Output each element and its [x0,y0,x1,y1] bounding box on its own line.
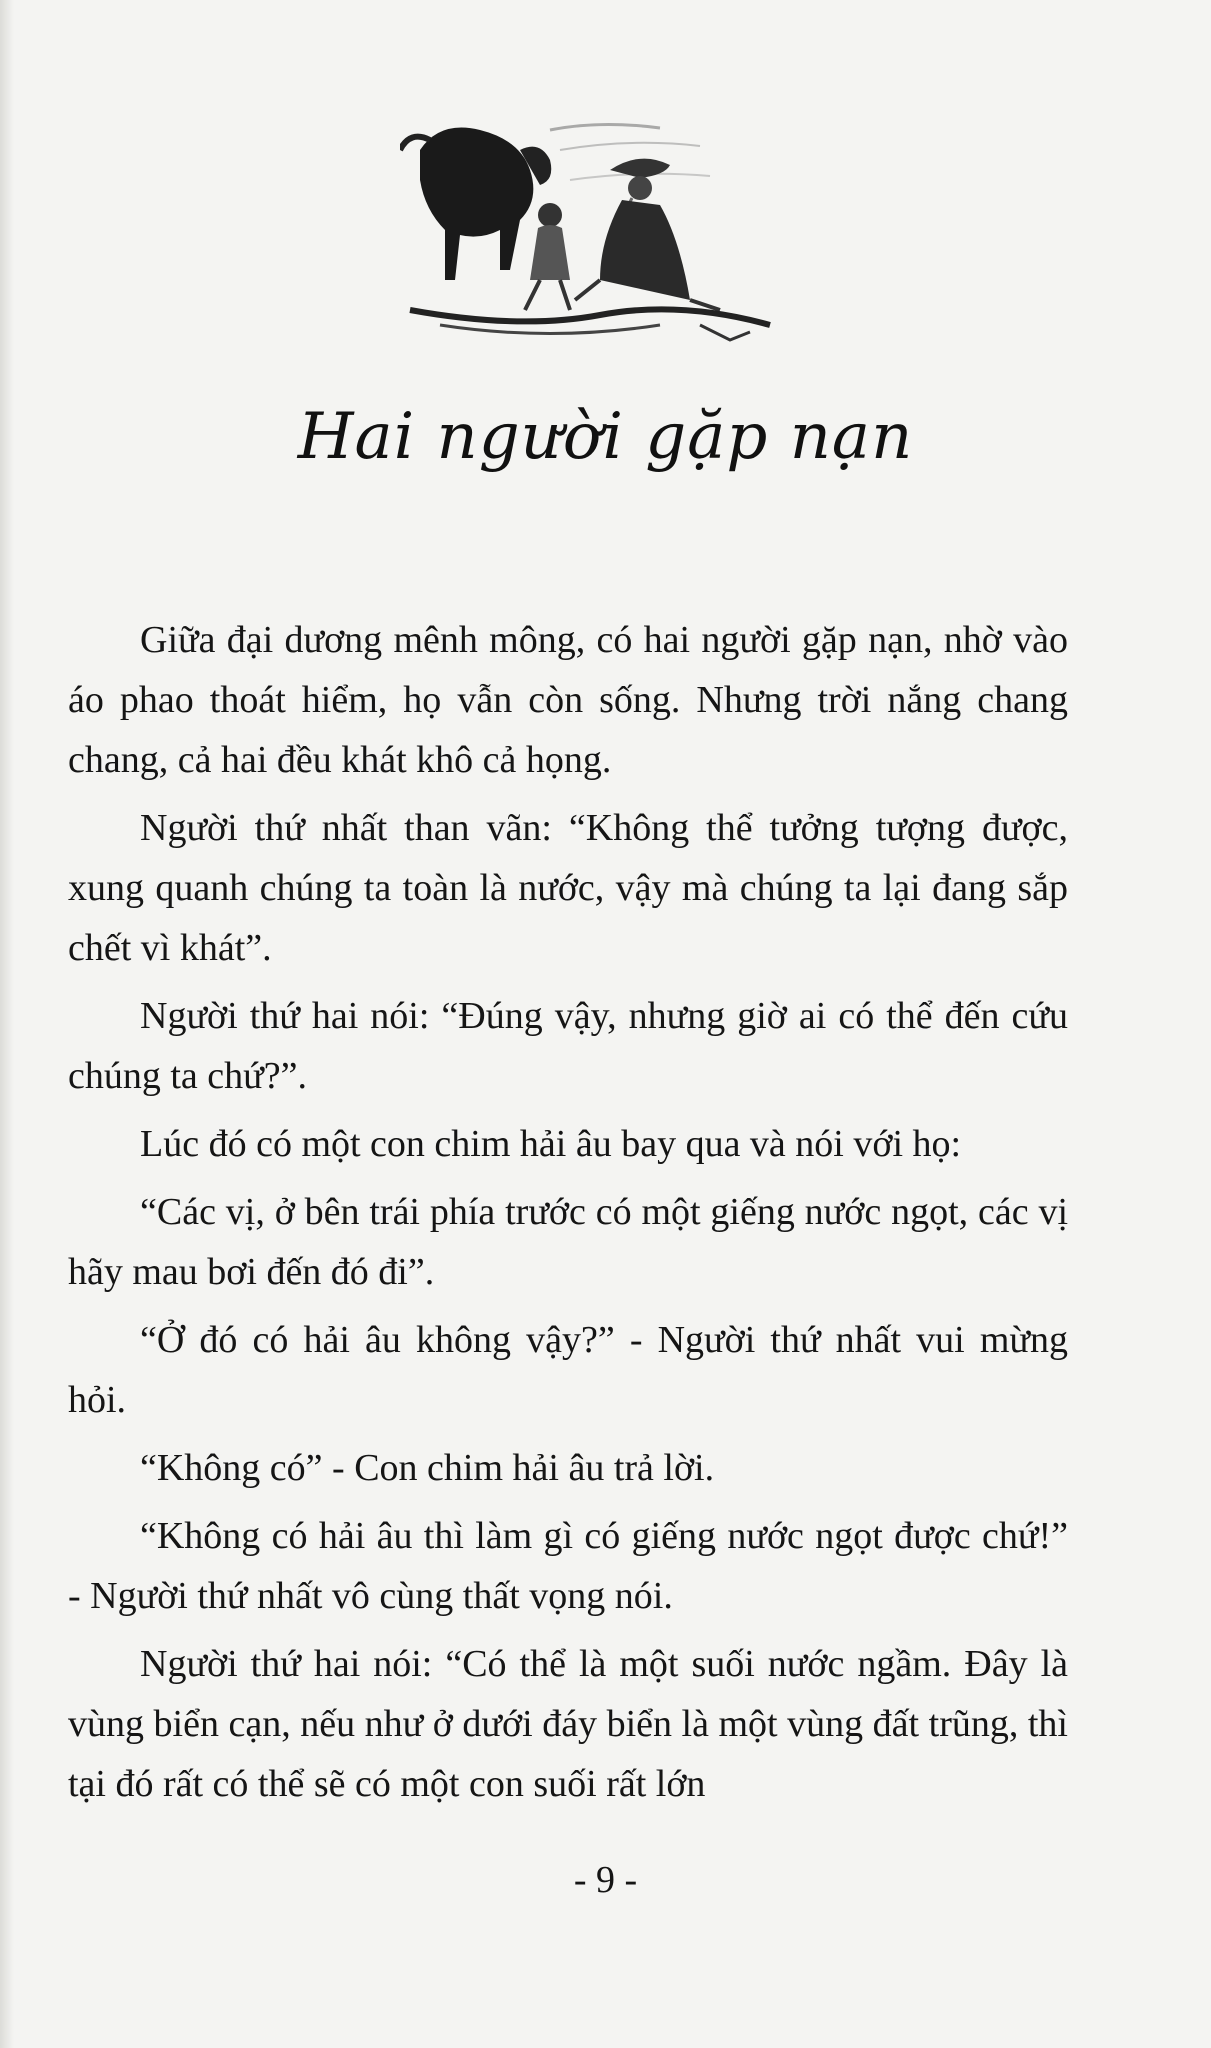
paragraph: Người thứ hai nói: “Có thể là một suối nước ngầm. Đây là vùng biển cạn, nếu như ở dưới đáy biển là một vùng đất trũng, thì tại đó rất có thể sẽ có một con suối rất lớn [68,1643,1068,1805]
paragraph: “Không có” - Con chim hải âu trả lời. [140,1447,715,1489]
ink-illustration [400,110,780,350]
chapter-body [68,610,1068,1822]
paragraph: “Các vị, ở bên trái phía trước có một giếng nước ngọt, các vị hãy mau bơi đến đó đi”. [68,1191,1068,1293]
herdsman-buffalo-icon [400,110,780,350]
chapter-title: Hai người gặp nạn [297,400,914,474]
paragraph: “Không có hải âu thì làm gì có giếng nước ngọt được chứ!” - Người thứ nhất vô cùng thất vọng nói. [68,1515,1068,1617]
page-gutter [0,0,14,2048]
paragraph: Người thứ nhất than vãn: “Không thể tưởng tượng được, xung quanh chúng ta toàn là nước, vậy mà chúng ta lại đang sắp chết vì khát”. [68,807,1068,969]
paragraph: Giữa đại dương mênh mông, có hai người gặp nạn, nhờ vào áo phao thoát hiểm, họ vẫn còn sống. Nhưng trời nắng chang chang, cả hai đều khát khô cả họng. [68,619,1068,781]
paragraph: Lúc đó có một con chim hải âu bay qua và nói với họ: [140,1123,962,1165]
paragraph: Người thứ hai nói: “Đúng vậy, nhưng giờ ai có thể đến cứu chúng ta chứ?”. [68,995,1068,1097]
page-number: - 9 - [573,1859,638,1901]
paragraph: “Ở đó có hải âu không vậy?” - Người thứ nhất vui mừng hỏi. [68,1319,1068,1421]
